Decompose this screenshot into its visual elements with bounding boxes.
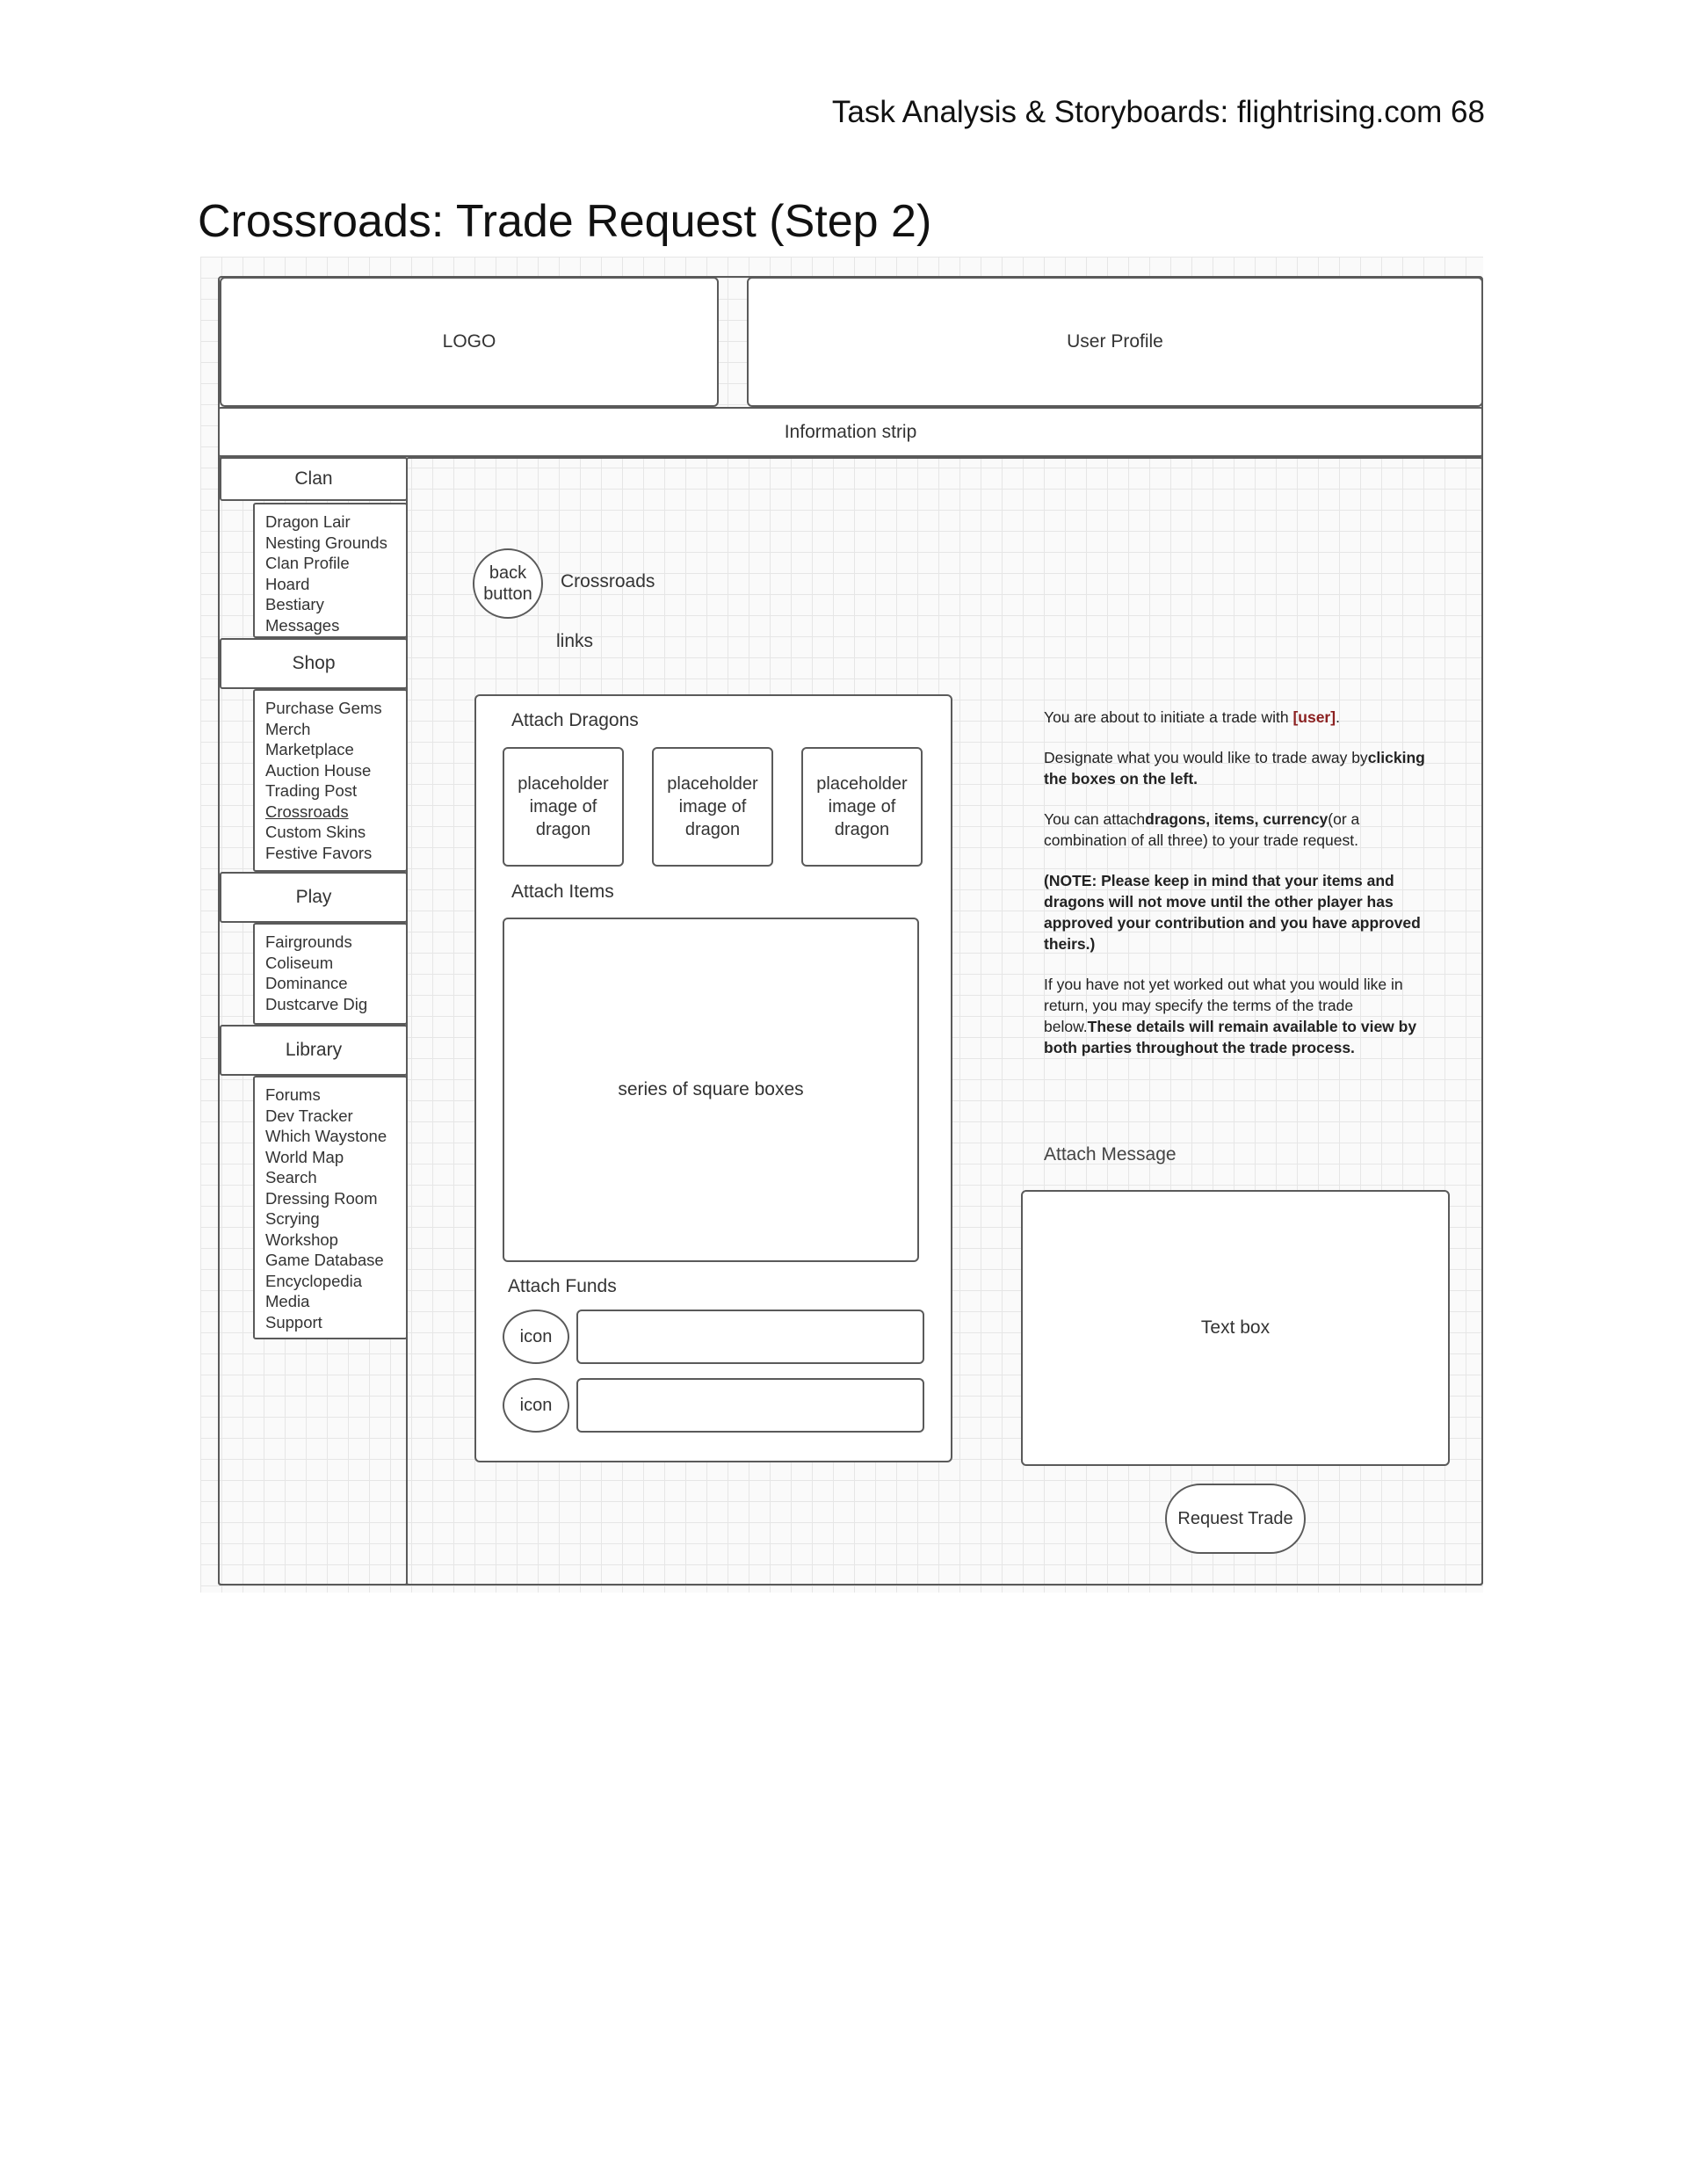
logo-label: LOGO <box>442 331 496 352</box>
nav-item-marketplace[interactable]: Marketplace <box>265 740 354 758</box>
nav-item-clan-profile[interactable]: Clan Profile <box>265 554 350 572</box>
nav-item-support[interactable]: Support <box>265 1312 322 1331</box>
nav-header-play[interactable] <box>220 872 408 923</box>
instruction-1 <box>1044 707 1430 728</box>
dragon-slot-1-line1: placeholder <box>518 774 609 794</box>
dragon-slot-2-line1: placeholder <box>667 774 758 794</box>
information-strip-label: Information strip <box>784 421 917 442</box>
nav-item-world-map[interactable]: World Map <box>265 1147 344 1166</box>
document-title: Crossroads: Trade Request (Step 2) <box>198 196 932 247</box>
instruction-1-pre: You are about to initiate a trade with <box>1044 708 1293 726</box>
dragon-slot-3[interactable] <box>801 747 923 867</box>
dragon-slot-2-line3: dragon <box>684 820 741 839</box>
page-label-crossroads: Crossroads <box>561 571 655 591</box>
links-label[interactable]: links <box>556 631 594 651</box>
nav-item-crossroads[interactable]: Crossroads <box>265 802 349 821</box>
request-trade-label: Request Trade <box>1177 1508 1293 1528</box>
nav-item-dustcarve-dig[interactable]: Dustcarve Dig <box>265 994 368 1013</box>
attach-message-label: Attach Message <box>1044 1144 1177 1165</box>
attach-items-label: Attach Items <box>511 882 614 902</box>
nav-list-clan <box>253 503 408 638</box>
nav-item-auction-house[interactable]: Auction House <box>265 760 372 780</box>
trade-instructions <box>1044 707 1430 1077</box>
nav-header-play-label: Play <box>295 887 332 907</box>
fund-icon-1-label: icon <box>519 1327 553 1346</box>
nav-item-festive-favors[interactable]: Festive Favors <box>265 843 373 862</box>
nav-item-media[interactable]: Media <box>265 1292 310 1310</box>
fund-icon-2-label: icon <box>519 1396 553 1415</box>
request-trade-button[interactable] <box>1165 1484 1306 1554</box>
nav-item-game-database[interactable]: Game Database <box>265 1251 384 1269</box>
nav-item-dragon-lair[interactable]: Dragon Lair <box>265 512 351 531</box>
dragon-slot-3-line1: placeholder <box>816 774 908 794</box>
nav-header-shop-label: Shop <box>292 653 336 673</box>
instruction-3-bold: dragons, items, currency <box>1145 810 1329 828</box>
nav-item-which-waystone[interactable]: Which Waystone <box>265 1127 387 1145</box>
nav-item-dressing-room[interactable]: Dressing Room <box>265 1188 378 1208</box>
fund-input-2[interactable] <box>576 1378 924 1433</box>
instruction-3-post: (or a combination of all three) to your trade request. <box>1044 810 1360 849</box>
back-button[interactable] <box>473 548 543 619</box>
nav-header-library-label: Library <box>285 1040 343 1060</box>
page-header <box>0 95 1687 130</box>
instruction-note: (NOTE: Please keep in mind that your items and dragons will not move until the other player has approved your contribution and you have approved theirs.) <box>1044 872 1421 953</box>
attach-funds-label: Attach Funds <box>508 1276 617 1296</box>
nav-item-custom-skins[interactable]: Custom Skins <box>265 823 366 841</box>
dragon-slot-1[interactable] <box>503 747 624 867</box>
nav-header-clan[interactable] <box>220 457 408 501</box>
nav-item-forums[interactable]: Forums <box>265 1085 321 1104</box>
instruction-5-bold: These details will remain available to view by both parties throughout the trade process. <box>1044 1018 1417 1056</box>
instruction-2 <box>1044 747 1430 789</box>
user-placeholder: [user] <box>1292 708 1336 726</box>
nav-item-bestiary[interactable]: Bestiary <box>265 595 324 613</box>
fund-icon-2 <box>503 1378 569 1433</box>
nav-item-merch[interactable]: Merch <box>265 719 311 738</box>
nav-list-play <box>253 923 408 1025</box>
nav-item-search[interactable]: Search <box>265 1168 317 1186</box>
message-text-box-label: Text box <box>1200 1317 1271 1338</box>
back-button-line1: back <box>489 563 527 583</box>
logo-box[interactable] <box>220 277 719 407</box>
message-text-box[interactable] <box>1021 1190 1450 1466</box>
dragon-slot-2-line2: image of <box>678 797 747 816</box>
user-profile-label: User Profile <box>1067 331 1163 352</box>
back-button-line2: button <box>483 584 532 604</box>
instruction-2-bold: clicking the boxes on the left. <box>1044 749 1425 787</box>
items-grid-label: series of square boxes <box>618 1079 804 1099</box>
items-grid-box[interactable] <box>503 918 919 1262</box>
nav-header-clan-label: Clan <box>294 468 333 489</box>
nav-item-dev-tracker[interactable]: Dev Tracker <box>265 1106 353 1125</box>
nav-item-purchase-gems[interactable]: Purchase Gems <box>265 699 382 717</box>
dragon-slot-3-line2: image of <box>828 797 896 816</box>
instruction-1-post: . <box>1336 708 1340 726</box>
instruction-3-pre: You can attach <box>1044 810 1146 828</box>
nav-item-messages[interactable]: Messages <box>265 615 340 635</box>
dragon-slot-1-line2: image of <box>529 797 597 816</box>
dragon-slot-1-line3: dragon <box>535 820 591 839</box>
page-header-text: Task Analysis & Storyboards: flightrising.com 68 <box>831 95 1485 129</box>
user-profile-box[interactable] <box>747 277 1483 407</box>
nav-item-coliseum[interactable]: Coliseum <box>265 953 334 972</box>
information-strip <box>218 407 1483 457</box>
nav-item-scrying[interactable]: Scrying <box>265 1209 320 1228</box>
instruction-2-pre: Designate what you would like to trade away by <box>1044 749 1368 766</box>
instruction-5-pre: If you have not yet worked out what you would like in return, you may specify the terms of the trade below. <box>1044 976 1403 1035</box>
fund-icon-1 <box>503 1310 569 1364</box>
attach-dragons-label: Attach Dragons <box>511 710 639 730</box>
nav-item-dominance[interactable]: Dominance <box>265 974 348 992</box>
nav-item-trading-post[interactable]: Trading Post <box>265 781 358 800</box>
nav-list-library <box>253 1076 408 1339</box>
nav-list-shop <box>253 689 408 872</box>
dragon-slot-3-line3: dragon <box>834 820 890 839</box>
nav-item-nesting-grounds[interactable]: Nesting Grounds <box>265 533 387 552</box>
dragon-slot-2[interactable] <box>652 747 773 867</box>
nav-header-shop[interactable] <box>220 638 408 689</box>
instruction-5 <box>1044 974 1430 1058</box>
nav-item-hoard[interactable]: Hoard <box>265 574 310 593</box>
nav-header-library[interactable] <box>220 1025 408 1076</box>
nav-item-fairgrounds[interactable]: Fairgrounds <box>265 932 352 951</box>
instruction-3 <box>1044 809 1430 851</box>
fund-input-1[interactable] <box>576 1310 924 1364</box>
nav-item-workshop[interactable]: Workshop <box>265 1230 338 1249</box>
nav-item-encyclopedia[interactable]: Encyclopedia <box>265 1271 363 1290</box>
